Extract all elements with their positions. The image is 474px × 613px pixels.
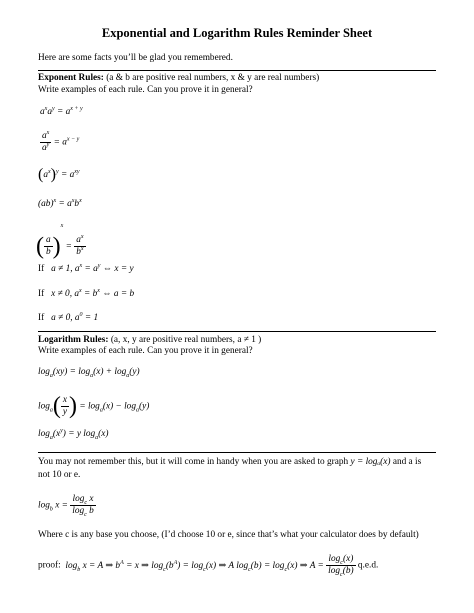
logarithm-rules-condition: (a, x, y are positive real numbers, a ≠ 1 ) [110,335,262,345]
logarithm-instruction: Write examples of each rule. Can you prove it in general? [38,346,253,356]
rule-power-of-product: $(ab)^x = a^xb^x$ [38,197,82,209]
section-divider [38,331,436,332]
change-of-base-note: Where c is any base you choose, (I’d choose 10 or e, since that’s what your calculator does by default) [38,530,419,540]
change-of-base-text-line2: not 10 or e. [38,470,81,480]
change-of-base-text-end: and a is [392,457,422,467]
rule-power-of-quotient: ( $\frac{a}{b}$ )$^x$ = $\frac{a^x}{b^x}$ [36,223,84,260]
rule-equal-bases: If x ≠ 0, $a^x = b^x$ ⇔ a = b [38,287,135,299]
rule-equal-exponents: If a ≠ 1, $a^x = a^y$ ⇔ x = y [38,262,134,274]
qed-label: q.e.d. [357,560,379,571]
if-label: If [38,264,45,274]
logarithm-rules-heading: Logarithm Rules: [38,335,109,345]
if-label: If [38,289,45,299]
if-label: If [38,313,45,323]
section-divider [38,70,436,71]
rule-power-of-power: $(a^x)^y = a^{xy}$ [38,166,80,183]
exponent-rules-header [38,73,319,83]
proof-label: proof: [38,560,61,571]
change-of-base-text: You may not remember this, but it will come in handy when you are asked to graph [38,457,349,467]
change-of-base-proof: proof: $\log_b x = A$ ⇒ $b^A = x$ ⇒ $\log_c(b^A) = \log_c(x)$ ⇒ A $\log_c(b) = \log_c(x)$ ⇒ A = $\frac{\log_c(x)}{\log_c(b)}$ q.e.d. [38,554,379,578]
rule-product-of-powers: $a^xa^y = a^{x + y}$ [40,105,83,117]
rule-log-power: $\log_a(x^y) = y$ $\log_a(x)$ [38,427,109,441]
rule-change-of-base: $\log_b x$ = $\frac{\log_c x}{\log_c b}$ [38,494,94,518]
rule-quotient-of-powers: $\frac{a^x}{a^y}$ = $a^{x - y}$ [42,129,80,153]
page-title: Exponential and Logarithm Rules Reminder Sheet [101,26,373,40]
rule-zero-exponent: If a ≠ 0, $a^0 = 1$ [38,311,99,323]
section-divider [38,452,436,453]
exponent-rules-heading: Exponent Rules: [38,73,104,83]
exponent-rules-condition: (a & b are positive real numbers, x & y are real numbers) [106,73,320,83]
graph-equation: y = logₐ(x) [350,457,391,467]
intro-text: Here are some facts you’ll be glad you remembered. [38,53,233,63]
rule-log-quotient: $\log_a$( $\frac{x}{y}$ ) = $\log_a(x) - \log_a(y)$ [38,393,150,419]
rule-log-product: $\log_a(xy) = \log_a(x) + \log_a(y)$ [38,367,140,379]
logarithm-rules-header [38,335,261,345]
exponent-instruction: Write examples of each rule. Can you prove it in general? [38,85,253,95]
change-of-base-intro [38,457,421,467]
